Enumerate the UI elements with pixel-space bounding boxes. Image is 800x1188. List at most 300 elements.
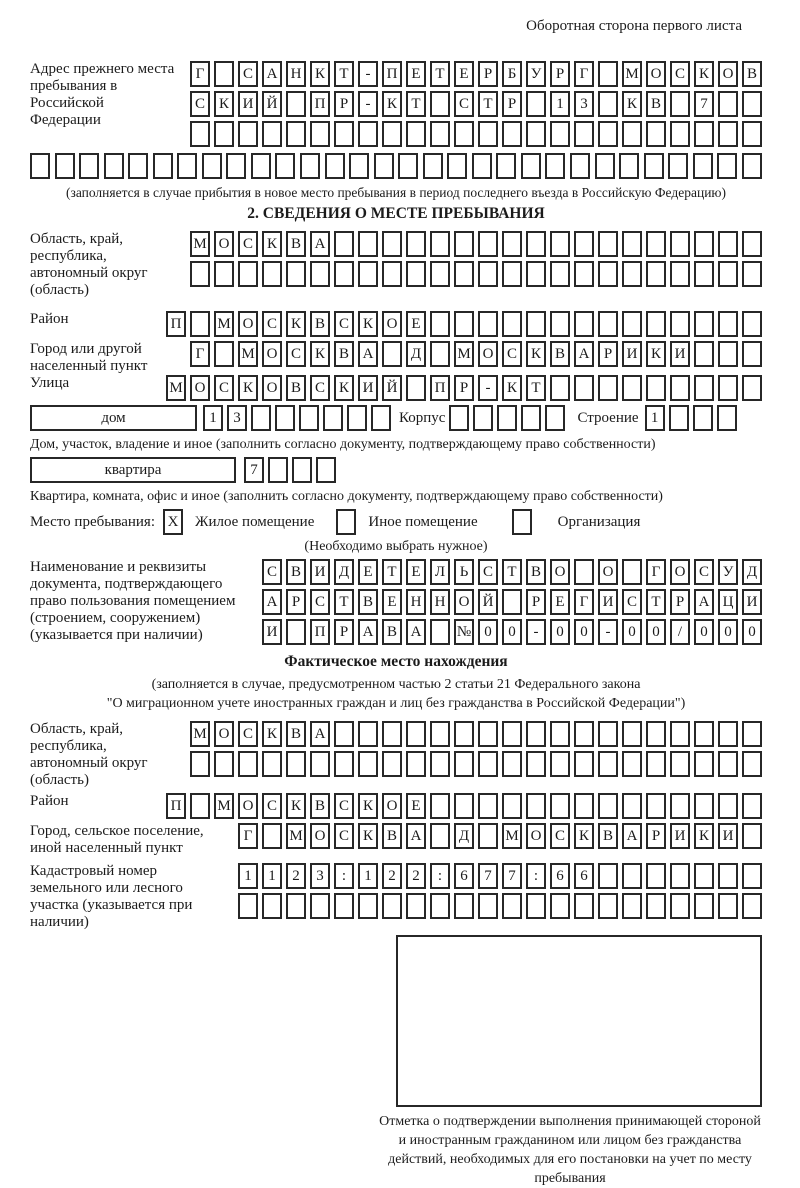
char-box[interactable]: О <box>190 375 210 401</box>
char-box[interactable]: И <box>310 559 330 585</box>
char-box[interactable]: К <box>334 375 354 401</box>
char-box[interactable]: 2 <box>382 863 402 889</box>
char-box[interactable] <box>646 863 666 889</box>
char-box[interactable]: С <box>478 559 498 585</box>
char-box[interactable] <box>214 261 234 287</box>
char-box[interactable]: К <box>526 341 546 367</box>
char-box[interactable] <box>478 121 498 147</box>
char-box[interactable]: М <box>190 721 210 747</box>
char-box[interactable] <box>334 893 354 919</box>
char-box[interactable] <box>670 751 690 777</box>
char-box[interactable] <box>619 153 639 179</box>
char-box[interactable]: М <box>214 793 234 819</box>
char-box[interactable]: М <box>238 341 258 367</box>
char-box[interactable] <box>598 261 618 287</box>
char-box[interactable]: Р <box>670 589 690 615</box>
char-box[interactable]: - <box>358 61 378 87</box>
char-box[interactable] <box>670 91 690 117</box>
char-box[interactable] <box>214 61 234 87</box>
char-box[interactable]: О <box>478 341 498 367</box>
char-box[interactable]: Г <box>190 341 210 367</box>
char-box[interactable] <box>742 153 762 179</box>
char-box[interactable] <box>742 375 762 401</box>
char-box[interactable] <box>454 231 474 257</box>
char-box[interactable]: В <box>358 589 378 615</box>
char-box[interactable]: П <box>166 311 186 337</box>
char-box[interactable] <box>430 793 450 819</box>
char-box[interactable] <box>478 721 498 747</box>
char-box[interactable]: М <box>286 823 306 849</box>
char-box[interactable]: У <box>718 559 738 585</box>
char-box[interactable]: Т <box>526 375 546 401</box>
char-box[interactable]: Р <box>454 375 474 401</box>
char-box[interactable] <box>79 153 99 179</box>
char-box[interactable]: В <box>382 619 402 645</box>
stay-type-checkbox-other[interactable] <box>336 509 356 535</box>
char-box[interactable] <box>598 751 618 777</box>
char-box[interactable]: А <box>694 589 714 615</box>
char-box[interactable]: С <box>502 341 522 367</box>
char-box[interactable]: В <box>310 793 330 819</box>
char-box[interactable]: П <box>382 61 402 87</box>
char-box[interactable]: Ц <box>718 589 738 615</box>
char-box[interactable] <box>521 153 541 179</box>
char-box[interactable]: А <box>406 619 426 645</box>
char-box[interactable] <box>358 751 378 777</box>
char-box[interactable] <box>430 231 450 257</box>
char-box[interactable]: Е <box>550 589 570 615</box>
char-box[interactable] <box>693 153 713 179</box>
char-box[interactable]: О <box>454 589 474 615</box>
char-box[interactable]: 1 <box>203 405 223 431</box>
char-box[interactable] <box>430 721 450 747</box>
char-box[interactable]: К <box>286 311 306 337</box>
char-box[interactable] <box>406 751 426 777</box>
char-box[interactable]: О <box>262 375 282 401</box>
char-box[interactable]: П <box>310 91 330 117</box>
char-box[interactable]: У <box>526 61 546 87</box>
char-box[interactable]: К <box>310 341 330 367</box>
char-box[interactable]: 0 <box>478 619 498 645</box>
char-box[interactable] <box>262 893 282 919</box>
char-box[interactable]: Р <box>550 61 570 87</box>
char-box[interactable] <box>670 863 690 889</box>
char-box[interactable] <box>406 261 426 287</box>
char-box[interactable] <box>286 91 306 117</box>
char-box[interactable] <box>670 261 690 287</box>
char-box[interactable] <box>670 121 690 147</box>
char-box[interactable] <box>742 893 762 919</box>
char-box[interactable]: / <box>670 619 690 645</box>
char-box[interactable]: К <box>358 311 378 337</box>
char-box[interactable] <box>502 589 522 615</box>
char-box[interactable] <box>430 91 450 117</box>
char-box[interactable] <box>646 311 666 337</box>
char-box[interactable]: Д <box>742 559 762 585</box>
char-box[interactable] <box>406 893 426 919</box>
char-box[interactable]: С <box>214 375 234 401</box>
char-box[interactable]: И <box>358 375 378 401</box>
char-box[interactable] <box>742 231 762 257</box>
char-box[interactable] <box>262 121 282 147</box>
char-box[interactable] <box>190 793 210 819</box>
char-box[interactable]: А <box>574 341 594 367</box>
char-box[interactable]: Д <box>454 823 474 849</box>
char-box[interactable]: Р <box>598 341 618 367</box>
char-box[interactable]: 0 <box>742 619 762 645</box>
char-box[interactable]: А <box>622 823 642 849</box>
char-box[interactable]: О <box>238 793 258 819</box>
char-box[interactable]: К <box>238 375 258 401</box>
char-box[interactable]: С <box>334 311 354 337</box>
char-box[interactable]: И <box>670 341 690 367</box>
char-box[interactable]: С <box>310 375 330 401</box>
char-box[interactable] <box>598 91 618 117</box>
char-box[interactable]: Г <box>238 823 258 849</box>
char-box[interactable]: 6 <box>574 863 594 889</box>
char-box[interactable]: И <box>622 341 642 367</box>
char-box[interactable] <box>430 751 450 777</box>
char-box[interactable] <box>718 375 738 401</box>
char-box[interactable]: К <box>214 91 234 117</box>
char-box[interactable] <box>496 153 516 179</box>
char-box[interactable] <box>430 619 450 645</box>
char-box[interactable] <box>454 261 474 287</box>
char-box[interactable] <box>300 153 320 179</box>
char-box[interactable] <box>502 721 522 747</box>
char-box[interactable] <box>718 793 738 819</box>
char-box[interactable]: № <box>454 619 474 645</box>
char-box[interactable]: И <box>262 619 282 645</box>
char-box[interactable] <box>718 341 738 367</box>
char-box[interactable] <box>238 261 258 287</box>
char-box[interactable]: О <box>262 341 282 367</box>
char-box[interactable] <box>454 793 474 819</box>
char-box[interactable] <box>526 751 546 777</box>
char-box[interactable] <box>472 153 492 179</box>
char-box[interactable] <box>646 793 666 819</box>
char-box[interactable]: А <box>262 589 282 615</box>
char-box[interactable]: А <box>310 231 330 257</box>
char-box[interactable]: С <box>238 61 258 87</box>
char-box[interactable] <box>358 231 378 257</box>
char-box[interactable] <box>55 153 75 179</box>
char-box[interactable]: П <box>166 793 186 819</box>
char-box[interactable] <box>574 311 594 337</box>
char-box[interactable] <box>325 153 345 179</box>
char-box[interactable]: К <box>574 823 594 849</box>
char-box[interactable] <box>286 261 306 287</box>
char-box[interactable]: Е <box>406 61 426 87</box>
char-box[interactable]: Р <box>502 91 522 117</box>
char-box[interactable] <box>292 457 312 483</box>
char-box[interactable]: И <box>742 589 762 615</box>
char-box[interactable]: П <box>430 375 450 401</box>
char-box[interactable]: С <box>262 793 282 819</box>
char-box[interactable] <box>574 261 594 287</box>
char-box[interactable] <box>334 231 354 257</box>
char-box[interactable]: М <box>214 311 234 337</box>
char-box[interactable]: О <box>550 559 570 585</box>
char-box[interactable] <box>310 751 330 777</box>
char-box[interactable]: 1 <box>238 863 258 889</box>
char-box[interactable] <box>646 231 666 257</box>
char-box[interactable] <box>382 231 402 257</box>
char-box[interactable]: Л <box>430 559 450 585</box>
stay-type-checkbox-organization[interactable] <box>512 509 532 535</box>
char-box[interactable]: 7 <box>478 863 498 889</box>
char-box[interactable]: О <box>526 823 546 849</box>
char-box[interactable] <box>550 893 570 919</box>
char-box[interactable] <box>449 405 469 431</box>
char-box[interactable] <box>694 231 714 257</box>
char-box[interactable]: В <box>742 61 762 87</box>
char-box[interactable]: Й <box>382 375 402 401</box>
char-box[interactable]: Й <box>262 91 282 117</box>
char-box[interactable]: 1 <box>262 863 282 889</box>
char-box[interactable]: Р <box>646 823 666 849</box>
char-box[interactable] <box>670 793 690 819</box>
char-box[interactable] <box>694 863 714 889</box>
char-box[interactable] <box>622 231 642 257</box>
char-box[interactable]: А <box>358 341 378 367</box>
char-box[interactable] <box>104 153 124 179</box>
char-box[interactable] <box>550 721 570 747</box>
char-box[interactable] <box>574 721 594 747</box>
char-box[interactable] <box>668 153 688 179</box>
char-box[interactable] <box>454 751 474 777</box>
char-box[interactable] <box>430 893 450 919</box>
char-box[interactable] <box>694 893 714 919</box>
char-box[interactable] <box>595 153 615 179</box>
char-box[interactable]: Е <box>358 559 378 585</box>
char-box[interactable] <box>622 893 642 919</box>
char-box[interactable]: : <box>334 863 354 889</box>
char-box[interactable] <box>694 341 714 367</box>
char-box[interactable] <box>406 721 426 747</box>
char-box[interactable] <box>502 893 522 919</box>
char-box[interactable] <box>447 153 467 179</box>
char-box[interactable]: Г <box>646 559 666 585</box>
char-box[interactable] <box>574 559 594 585</box>
char-box[interactable]: Е <box>406 559 426 585</box>
char-box[interactable] <box>670 893 690 919</box>
char-box[interactable] <box>717 153 737 179</box>
char-box[interactable]: М <box>622 61 642 87</box>
char-box[interactable] <box>358 121 378 147</box>
char-box[interactable] <box>214 121 234 147</box>
char-box[interactable] <box>454 893 474 919</box>
char-box[interactable]: О <box>382 793 402 819</box>
char-box[interactable]: И <box>238 91 258 117</box>
char-box[interactable] <box>717 405 737 431</box>
char-box[interactable] <box>286 619 306 645</box>
char-box[interactable] <box>718 231 738 257</box>
char-box[interactable] <box>382 261 402 287</box>
char-box[interactable] <box>622 311 642 337</box>
char-box[interactable]: Е <box>454 61 474 87</box>
char-box[interactable] <box>742 91 762 117</box>
char-box[interactable] <box>598 863 618 889</box>
char-box[interactable] <box>574 893 594 919</box>
char-box[interactable] <box>550 121 570 147</box>
char-box[interactable] <box>30 153 50 179</box>
char-box[interactable]: Т <box>334 61 354 87</box>
char-box[interactable]: - <box>526 619 546 645</box>
char-box[interactable]: Е <box>406 793 426 819</box>
char-box[interactable] <box>310 121 330 147</box>
char-box[interactable] <box>423 153 443 179</box>
char-box[interactable]: С <box>334 793 354 819</box>
char-box[interactable]: К <box>694 823 714 849</box>
char-box[interactable] <box>622 863 642 889</box>
char-box[interactable]: Т <box>334 589 354 615</box>
char-box[interactable] <box>694 121 714 147</box>
char-box[interactable] <box>598 793 618 819</box>
stamp-box[interactable] <box>396 935 762 1107</box>
char-box[interactable]: Т <box>430 61 450 87</box>
char-box[interactable] <box>478 311 498 337</box>
char-box[interactable] <box>334 261 354 287</box>
char-box[interactable]: О <box>718 61 738 87</box>
char-box[interactable]: К <box>262 231 282 257</box>
char-box[interactable] <box>430 823 450 849</box>
char-box[interactable] <box>646 721 666 747</box>
char-box[interactable] <box>190 751 210 777</box>
char-box[interactable] <box>570 153 590 179</box>
char-box[interactable] <box>694 721 714 747</box>
char-box[interactable]: К <box>358 823 378 849</box>
char-box[interactable] <box>550 311 570 337</box>
char-box[interactable]: О <box>382 311 402 337</box>
char-box[interactable] <box>693 405 713 431</box>
char-box[interactable]: В <box>382 823 402 849</box>
char-box[interactable] <box>497 405 517 431</box>
char-box[interactable] <box>502 121 522 147</box>
char-box[interactable] <box>670 721 690 747</box>
char-box[interactable]: 3 <box>574 91 594 117</box>
char-box[interactable]: О <box>598 559 618 585</box>
char-box[interactable]: 6 <box>454 863 474 889</box>
char-box[interactable] <box>299 405 319 431</box>
char-box[interactable] <box>275 153 295 179</box>
char-box[interactable] <box>286 751 306 777</box>
char-box[interactable]: Г <box>574 589 594 615</box>
char-box[interactable] <box>718 863 738 889</box>
char-box[interactable] <box>128 153 148 179</box>
char-box[interactable]: К <box>310 61 330 87</box>
char-box[interactable]: 6 <box>550 863 570 889</box>
char-box[interactable]: С <box>238 231 258 257</box>
char-box[interactable] <box>742 121 762 147</box>
char-box[interactable]: В <box>334 341 354 367</box>
char-box[interactable]: Ь <box>454 559 474 585</box>
char-box[interactable]: С <box>310 589 330 615</box>
char-box[interactable]: С <box>286 341 306 367</box>
char-box[interactable]: И <box>718 823 738 849</box>
char-box[interactable] <box>430 311 450 337</box>
char-box[interactable] <box>718 121 738 147</box>
char-box[interactable] <box>646 261 666 287</box>
char-box[interactable]: 3 <box>310 863 330 889</box>
char-box[interactable] <box>574 375 594 401</box>
char-box[interactable]: С <box>238 721 258 747</box>
char-box[interactable] <box>718 91 738 117</box>
char-box[interactable]: В <box>286 721 306 747</box>
char-box[interactable] <box>526 721 546 747</box>
char-box[interactable] <box>598 231 618 257</box>
char-box[interactable] <box>718 893 738 919</box>
char-box[interactable]: М <box>190 231 210 257</box>
char-box[interactable] <box>550 793 570 819</box>
char-box[interactable]: К <box>622 91 642 117</box>
char-box[interactable] <box>334 121 354 147</box>
char-box[interactable] <box>646 751 666 777</box>
char-box[interactable]: 0 <box>646 619 666 645</box>
char-box[interactable] <box>718 751 738 777</box>
char-box[interactable]: С <box>262 311 282 337</box>
char-box[interactable] <box>526 893 546 919</box>
char-box[interactable] <box>478 751 498 777</box>
char-box[interactable] <box>323 405 343 431</box>
char-box[interactable] <box>349 153 369 179</box>
char-box[interactable] <box>526 121 546 147</box>
char-box[interactable]: - <box>478 375 498 401</box>
char-box[interactable] <box>742 823 762 849</box>
char-box[interactable] <box>694 751 714 777</box>
char-box[interactable]: А <box>358 619 378 645</box>
char-box[interactable]: 2 <box>406 863 426 889</box>
char-box[interactable] <box>742 311 762 337</box>
char-box[interactable]: Т <box>406 91 426 117</box>
char-box[interactable] <box>406 231 426 257</box>
char-box[interactable] <box>430 341 450 367</box>
char-box[interactable] <box>214 341 234 367</box>
char-box[interactable]: С <box>334 823 354 849</box>
char-box[interactable] <box>202 153 222 179</box>
char-box[interactable] <box>670 231 690 257</box>
char-box[interactable] <box>251 405 271 431</box>
char-box[interactable] <box>268 457 288 483</box>
char-box[interactable]: М <box>454 341 474 367</box>
char-box[interactable] <box>374 153 394 179</box>
char-box[interactable] <box>177 153 197 179</box>
char-box[interactable] <box>598 893 618 919</box>
char-box[interactable]: В <box>286 231 306 257</box>
char-box[interactable] <box>238 751 258 777</box>
char-box[interactable]: 0 <box>622 619 642 645</box>
char-box[interactable]: 0 <box>574 619 594 645</box>
char-box[interactable]: Т <box>646 589 666 615</box>
char-box[interactable] <box>310 261 330 287</box>
char-box[interactable] <box>214 751 234 777</box>
stay-type-checkbox-residential[interactable]: X <box>163 509 183 535</box>
char-box[interactable] <box>550 375 570 401</box>
char-box[interactable]: Д <box>334 559 354 585</box>
char-box[interactable]: 7 <box>694 91 714 117</box>
char-box[interactable]: Е <box>382 589 402 615</box>
char-box[interactable] <box>358 261 378 287</box>
char-box[interactable] <box>550 231 570 257</box>
char-box[interactable] <box>382 893 402 919</box>
char-box[interactable]: М <box>502 823 522 849</box>
char-box[interactable]: Т <box>382 559 402 585</box>
char-box[interactable]: И <box>670 823 690 849</box>
char-box[interactable] <box>598 311 618 337</box>
char-box[interactable]: И <box>598 589 618 615</box>
char-box[interactable] <box>574 793 594 819</box>
char-box[interactable] <box>526 261 546 287</box>
